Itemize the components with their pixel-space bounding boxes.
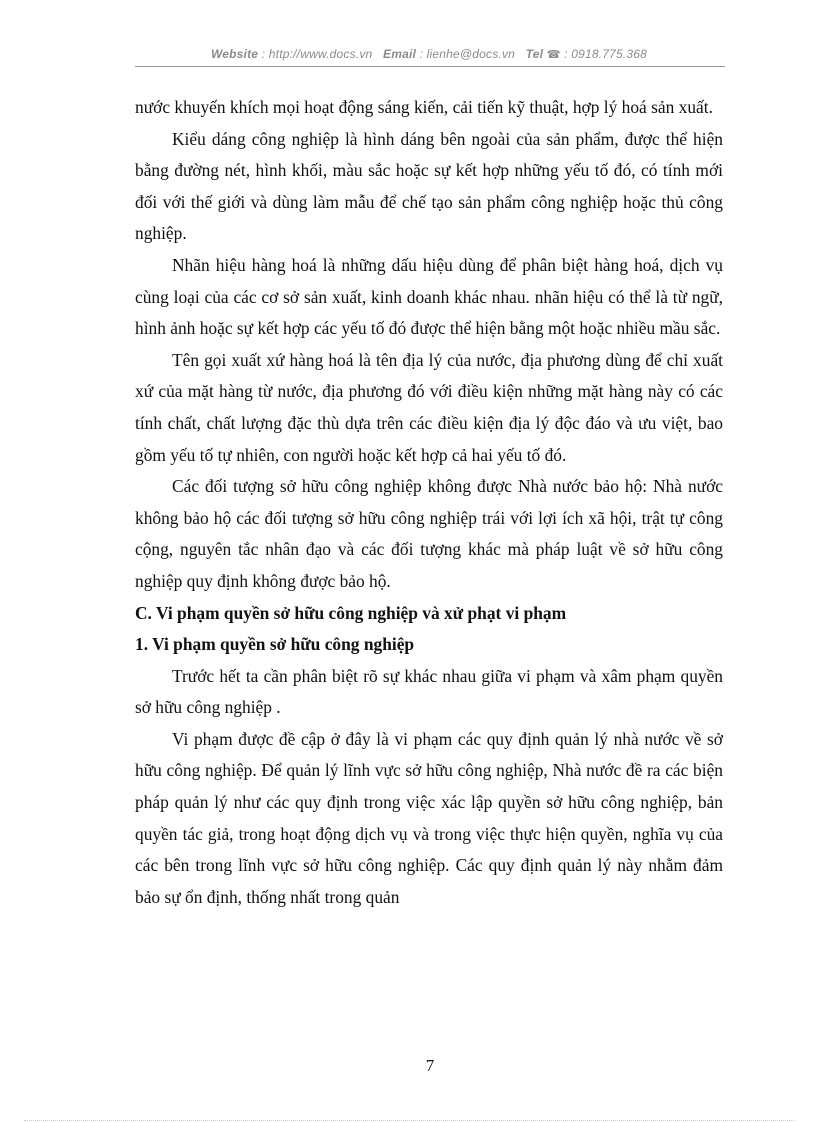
paragraph-violation-definition: Vi phạm được đề cập ở đây là vi phạm các quy định quản lý nhà nước về sở hữu công nghiệp. Để quản lý lĩnh vực sở hữu công nghiệp, Nhà nước đề ra các biện pháp quản lý như các quy định trong việc xác lập quyền sở hữu công nghiệp, bản quyền tác giả, trong hoạt động dịch vụ và trong việc thực hiện quyền, nghĩa vụ của các bên trong lĩnh vực sở hữu công nghiệp. Các quy định quản lý này nhằm đảm bảo sự ổn định, thống nhất trong quản — [135, 728, 723, 907]
tel-number: : 0918.775.368 — [564, 47, 648, 61]
section-heading: C. Vi phạm quyền sở hữu công nghiệp và xử phạt vi phạm — [135, 602, 567, 623]
website-url[interactable]: : http://www.docs.vn — [261, 47, 373, 61]
footer-divider — [24, 1120, 794, 1121]
email-address[interactable]: : lienhe@docs.vn — [419, 47, 516, 61]
paragraph-industrial-design: Kiểu dáng công nghiệp là hình dáng bên ngoài của sản phẩm, được thể hiện bằng đường nét, hình khối, màu sắc hoặc sự kết hợp những yếu tố đó, có tính mới đối với thế giới và dùng làm mẫu để chế tạo sản phẩm công nghiệp hoặc thủ công nghiệp. — [135, 128, 723, 244]
subsection-heading: 1. Vi phạm quyền sở hữu công nghiệp — [135, 634, 415, 655]
paragraph-appellation-of-origin: Tên gọi xuất xứ hàng hoá là tên địa lý của nước, địa phương dùng để chỉ xuất xứ của mặt hàng từ nước, địa phương đó với điều kiện những mặt hàng này có các tính chất, chất lượng đặc thù dựa trên các điều kiện địa lý độc đáo và ưu việt, bao gồm yếu tố tự nhiên, con người hoặc kết hợp cả hai yếu tố đó. — [135, 349, 723, 465]
page-header — [135, 47, 723, 65]
phone-icon: ☎ — [546, 49, 561, 61]
page-number: 7 — [425, 1056, 435, 1075]
paragraph-unprotected-objects: Các đối tượng sở hữu công nghiệp không được Nhà nước bảo hộ: Nhà nước không bảo hộ các đối tượng sở hữu công nghiệp trái với lợi ích xã hội, trật tự công cộng, nguyên tắc nhân đạo và các đối tượng khác mà pháp luật về sở hữu công nghiệp quy định không được bảo hộ. — [135, 476, 723, 591]
paragraph-distinction: Trước hết ta cần phân biệt rõ sự khác nhau giữa vi phạm và xâm phạm quyền sở hữu công nghiệp . — [135, 665, 723, 718]
email-label: Email — [383, 47, 417, 61]
website-label: Website — [210, 47, 259, 61]
document-body — [135, 92, 723, 913]
paragraph-trademark: Nhãn hiệu hàng hoá là những dấu hiệu dùng để phân biệt hàng hoá, dịch vụ cùng loại của các cơ sở sản xuất, kinh doanh khác nhau. nhãn hiệu có thể là từ ngữ, hình ảnh hoặc sự kết hợp các yếu tố đó được thể hiện bằng một hoặc nhiều mầu sắc. — [135, 254, 723, 339]
paragraph-continuation: nước khuyến khích mọi hoạt động sáng kiến, cải tiến kỹ thuật, hợp lý hoá sản xuất. — [135, 97, 713, 117]
tel-label: Tel — [525, 47, 544, 61]
header-divider — [135, 66, 725, 67]
